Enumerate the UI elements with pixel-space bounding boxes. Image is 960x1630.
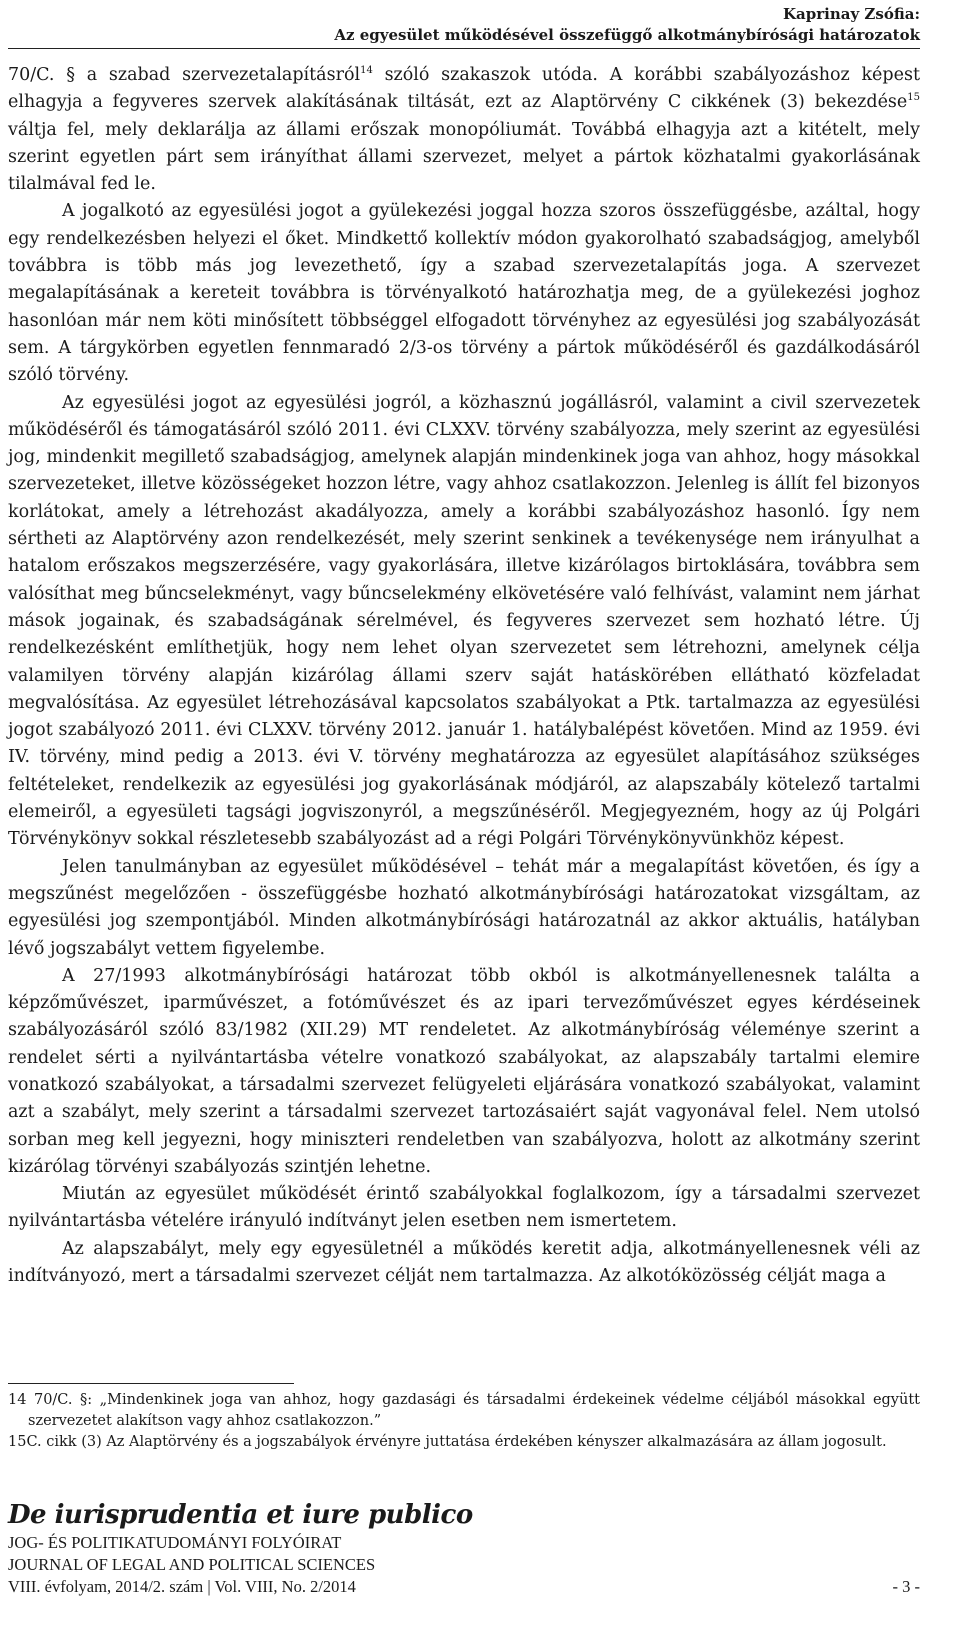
- footnote: [8, 1390, 920, 1432]
- paragraph: [8, 963, 920, 1181]
- running-header: [334, 4, 920, 46]
- footnote-divider: [8, 1383, 294, 1384]
- footnotes: [8, 1390, 920, 1453]
- footnote-number: 14: [8, 1392, 27, 1408]
- footnote-text: 70/C. §: „Mindenkinek joga van ahhoz, hogy gazdasági és társadalmi érdekeinek védelme céljából másokkal együtt szervezetet alakítson vagy ahhoz csatlakozzon.”: [26, 1392, 920, 1429]
- paragraph-text: Jelen tanulmányban az egyesület működésével – tehát már a megalapítást követően, és így a megszűnést megelőzően - összefüggésbe hozható alkotmánybírósági határozatokat vizsgáltam, az egyesülési jog szempontjából. Minden alkotmánybírósági határozatnál az akkor aktuális, hatályban lévő jogszabályt vettem figyelembe.: [8, 856, 920, 959]
- footnote-number: 15: [8, 1434, 27, 1450]
- journal-name-en: JOURNAL OF LEGAL AND POLITICAL SCIENCES: [8, 1555, 376, 1574]
- issue-line: [8, 1576, 920, 1598]
- body-text: [8, 62, 920, 1290]
- paragraph-text: Az egyesülési jogot az egyesülési jogról, a közhasznú jogállásról, valamint a civil szervezetek működéséről és támogatásáról szóló 2011. évi CLXXV. törvény szabályozza, mely szerint az egyesülési jog, mindenkit megillető szabadságjog, amelynek alapján mindenkinek joga van ahhoz, hogy másokkal szervezeteket, illetve közösségeket hozzon létre, vagy ahhoz csatlakozzon. Jelenleg is állít fel bizonyos korlátokat, amely a létrehozást akadályozza, amely a korábbi szabályozáshoz hasonló. Így nem sértheti az Alaptörvény azon rendelkezését, mely szerint senkinek a tevékenysége nem irányulhat a hatalom erőszakos megszerzésére, vagy gyakorlására, illetve kizárólagos birtoklására, továbbra sem valósíthat meg bűncselekményt, vagy bűncselekmény elkövetésére való felhívást, valamint nem járhat mások jogainak, és szabadságának sérelmével, és fegyveres szervezet sem hozható létre. Új rendelkezésként említhetjük, hogy nem lehet olyan szervezetet sem létrehozni, amelynek célja valamilyen törvény alapján kizárólag állami szerv saját hatáskörében ellátható közfeladat megvalósítása. Az egyesület létrehozásával kapcsolatos szabályokat a Ptk. tartalmazza az egyesülési jogot szabályozó 2011. évi CLXXV. törvény 2012. január 1. hatálybalépést követően. Mind az 1959. évi IV. törvény, mind pedig a 2013. évi V. törvény meghatározza az egyesület alapításához szükséges feltételeket, rendelkezik az egyesülési jog gyakorlásának módjáról, az alapszabály kötelező tartalmi elemeiről, a egyesületi tagsági jogviszonyról, a megszűnéséről. Megjegyezném, hogy az új Polgári Törvénykönyv sokkal részletesebb szabályozást ad a régi Polgári Törvénykönyvünkhöz képest.: [8, 392, 920, 850]
- paragraph-text: váltja fel, mely deklarálja az állami erőszak monopóliumát. Továbbá elhagyja azt a kitételt, mely szerint egyetlen párt sem irányíthat állami szervezet, melyet a pártok közhatalmi gyakorlásának tilalmával fed le.: [8, 119, 920, 195]
- paragraph: [8, 62, 920, 198]
- footnote: [8, 1432, 920, 1453]
- header-title: Az egyesület működésével összefüggő alkotmánybírósági határozatok: [334, 26, 920, 44]
- paragraph-text: 70/C. § a szabad szervezetalapításról: [8, 65, 361, 85]
- journal-name-hu: JOG- ÉS POLITIKATUDOMÁNYI FOLYÓIRAT: [8, 1533, 342, 1552]
- paragraph: [8, 198, 920, 389]
- paragraph: [8, 854, 920, 963]
- footnote-ref[interactable]: 15: [907, 92, 920, 104]
- journal-logo: De iurisprudentia et iure publico: [8, 1500, 473, 1530]
- header-author: Kaprinay Zsófia:: [783, 5, 920, 23]
- journal-footer: [8, 1498, 920, 1598]
- paragraph-text: A jogalkotó az egyesülési jogot a gyülekezési joggal hozza szoros összefüggésbe, azáltal, hogy egy rendelkezésben helyezi el őket. Mindkettő kollektív módon gyakorolható szabadságjog, amelyből továbbra is több más jog levezethető, így a szabad szervezetalapítás joga. A szervezet megalapításának a kereteit továbbra is törvényalkotó határozhatja meg, de a gyülekezési joghoz hasonlóan már nem köti minősített többséggel elfogadott törvényhez az egyesülési jog szabályozását sem. A tárgykörben egyetlen fennmaradó 2/3-os törvény a pártok működéséről és gazdálkodásáról szóló törvény.: [8, 201, 920, 386]
- paragraph-text: Az alapszabályt, mely egy egyesületnél a működés keretit adja, alkotmányellenesnek véli az indítványozó, mert a társadalmi szervezet célját nem tartalmazza. Az alkotóközösség célját maga a: [8, 1238, 920, 1287]
- paragraph-text: A 27/1993 alkotmánybírósági határozat több okból is alkotmányellenesnek találta a képzőművészet, iparművészet, a fotóművészet és az ipari tervezőművészet egyes kérdéseinek szabályozásáról szóló 83/1982 (XII.29) MT rendeletet. Az alkotmánybíróság véleménye szerint a rendelet sérti a nyilvántartásba vételre vonatkozó szabályokat, az alapszabály tartalmi elemire vonatkozó szabályokat, a társadalmi szervezet felügyeleti eljárására vonatkozó szabályokat, valamint azt a szabályt, mely szerint a társadalmi szervezet tartozásaiért saját vagyonával felel. Nem utolsó sorban meg kell jegyezni, hogy miniszteri rendeletben van szabályozva, holott az alkotmány szerint kizárólag törvényi szabályozás szintjén lehetne.: [8, 965, 920, 1177]
- footnote-text: C. cikk (3) Az Alaptörvény és a jogszabályok érvényre juttatása érdekében kényszer alkalmazására az állam jogosult.: [26, 1434, 887, 1450]
- paragraph-text: Miután az egyesület működését érintő szabályokkal foglalkozom, így a társadalmi szervezet nyilvántartásba vételére irányuló indítványt jelen esetben nem ismertetem.: [8, 1184, 920, 1232]
- paragraph-text: szóló szakaszok utóda. A korábbi szabályozáshoz képest elhagyja a fegyveres szervek alakításának tiltását, ezt az Alaptörvény C cikkének (3) bekezdése: [8, 65, 920, 113]
- footnote-ref[interactable]: 14: [360, 65, 373, 77]
- paragraph: [8, 390, 920, 854]
- paragraph: [8, 1181, 920, 1236]
- page-number: - 3 -: [892, 1577, 920, 1596]
- paragraph: [8, 1236, 920, 1291]
- issue-info: VIII. évfolyam, 2014/2. szám | Vol. VIII, No. 2/2014: [8, 1577, 356, 1596]
- header-divider: [8, 48, 920, 49]
- document-page: [8, 0, 920, 1630]
